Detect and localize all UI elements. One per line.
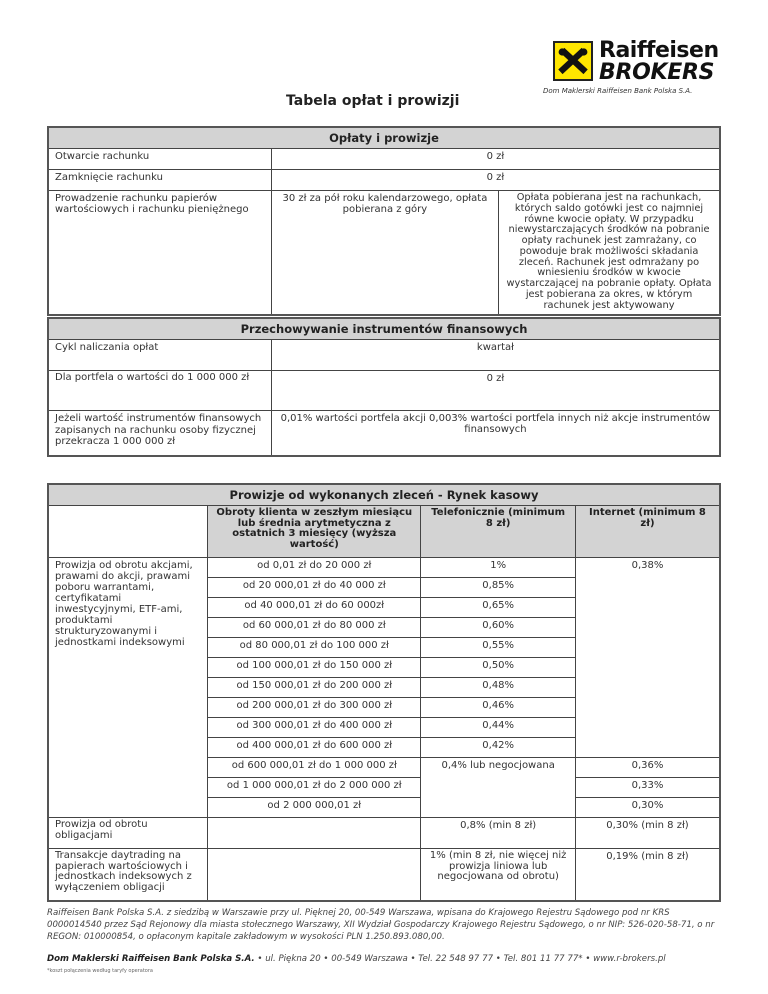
tier-internet: 0,33%	[575, 778, 720, 798]
daytrading-phone: 1% (min 8 zł, nie więcej niż prowizja liniowa lub negocjowana od obrotu)	[421, 849, 576, 901]
row-label: Cykl naliczania opłat	[48, 340, 271, 371]
tier-range: od 40 000,01 zł do 60 000zł	[208, 598, 421, 618]
internet-low-tiers: 0,38%	[575, 558, 720, 758]
fees-table-header: Opłaty i prowizje	[48, 127, 720, 149]
tier-range: od 300 000,01 zł do 400 000 zł	[208, 718, 421, 738]
bonds-label: Prowizja od obrotu obligacjami	[48, 818, 208, 849]
custody-table	[47, 317, 721, 457]
tier-range: od 20 000,01 zł do 40 000 zł	[208, 578, 421, 598]
row-label: Dla portfela o wartości do 1 000 000 zł	[48, 371, 271, 411]
row-value: 0 zł	[271, 170, 720, 191]
tier-range: od 80 000,01 zł do 100 000 zł	[208, 638, 421, 658]
tier-phone: 0,50%	[421, 658, 576, 678]
daytrading-internet: 0,19% (min 8 zł)	[575, 849, 720, 901]
empty-header-cell	[48, 506, 208, 558]
tier-range: od 600 000,01 zł do 1 000 000 zł	[208, 758, 421, 778]
raiffeisen-brokers-logo	[543, 38, 728, 101]
row-label: Otwarcie rachunku	[48, 149, 271, 170]
row-value: 0,01% wartości portfela akcji 0,003% wartości portfela innych niż akcje instrumentów finansowych	[271, 411, 720, 456]
logo-brokers: BROKERS	[599, 60, 715, 85]
tier-internet: 0,30%	[575, 798, 720, 818]
tier-range: od 400 000,01 zł do 600 000 zł	[208, 738, 421, 758]
tier-phone: 0,48%	[421, 678, 576, 698]
footer-contact	[47, 954, 747, 964]
phone-high-tiers: 0,4% lub negocjowana	[421, 758, 576, 818]
logo-name: Raiffeisen	[599, 38, 719, 63]
tier-phone: 0,60%	[421, 618, 576, 638]
logo-subtitle: Dom Maklerski Raiffeisen Bank Polska S.A.	[543, 87, 693, 95]
tier-internet: 0,36%	[575, 758, 720, 778]
empty-cell	[208, 818, 421, 849]
row-label: Zamknięcie rachunku	[48, 170, 271, 191]
commission-table-header: Prowizje od wykonanych zleceń - Rynek kasowy	[48, 484, 720, 506]
row-label: Jeżeli wartość instrumentów finansowych zapisanych na rachunku osoby fizycznej przekracza 1 000 000 zł	[48, 411, 271, 456]
footer-note: *koszt połączenia według taryfy operatora	[47, 968, 153, 974]
custody-table-header: Przechowywanie instrumentów finansowych	[48, 318, 720, 340]
tier-range: od 200 000,01 zł do 300 000 zł	[208, 698, 421, 718]
column-phone: Telefonicznie (minimum 8 zł)	[421, 506, 576, 558]
footer-contact-details: • ul. Piękna 20 • 00-549 Warszawa • Tel. 22 548 97 77 • Tel. 801 11 77 77* • www.r-brokers.pl	[254, 954, 666, 964]
footer-legal-text: Raiffeisen Bank Polska S.A. z siedzibą w Warszawie przy ul. Pięknej 20, 00-549 Warszawa, wpisana do Krajowego Rejestru Sądowego pod nr KRS 0000014540 przez Sąd Rejonowy dla miasta stołecznego Warszawy, XII Wydział Gospodarczy Krajowego Rejestru Sądowego, o nr NIP: 526-020-58-71, o nr REGON: 010000854, o opłaconym kapitale zakładowym w wysokości PLN 1.250.893.080,00.	[47, 908, 715, 943]
footer-company: Dom Maklerski Raiffeisen Bank Polska S.A.	[47, 954, 255, 964]
page-title: Tabela opłat i prowizji	[286, 93, 460, 109]
fees-table	[47, 126, 721, 316]
commission-table	[47, 483, 721, 902]
row-note: Opłata pobierana jest na rachunkach, których saldo gotówki jest co najmniej równe kwocie opłaty. W przypadku niewystarczających środków na pobranie opłaty rachunek jest zamrażany, co powoduje brak możliwości składania zleceń. Rachunek jest odmrażany po wniesieniu środków w kwocie wystarczającej na pobranie opłaty. Opłata jest pobierana za okres, w którym rachunek jest aktywowany	[499, 191, 720, 315]
raiffeisen-gable-icon	[553, 41, 593, 81]
tier-range: od 60 000,01 zł do 80 000 zł	[208, 618, 421, 638]
column-turnover: Obroty klienta w zeszłym miesiącu lub średnia arytmetyczna z ostatnich 3 miesięcy (wyższa wartość)	[208, 506, 421, 558]
column-internet: Internet (minimum 8 zł)	[575, 506, 720, 558]
stocks-label: Prowizja od obrotu akcjami, prawami do akcji, prawami poboru warrantami, certyfikatami inwestycyjnymi, ETF-ami, produktami strukturyzowanymi i jednostkami indeksowymi	[48, 558, 208, 818]
tier-range: od 150 000,01 zł do 200 000 zł	[208, 678, 421, 698]
row-value: 30 zł za pół roku kalendarzowego, opłata pobierana z góry	[271, 191, 498, 315]
empty-cell	[208, 849, 421, 901]
row-label: Prowadzenie rachunku papierów wartościowych i rachunku pieniężnego	[48, 191, 271, 315]
tier-range: od 0,01 zł do 20 000 zł	[208, 558, 421, 578]
row-value: 0 zł	[271, 371, 720, 411]
daytrading-label: Transakcje daytrading na papierach wartościowych i jednostkach indeksowych z wyłączeniem obligacji	[48, 849, 208, 901]
tier-phone: 0,85%	[421, 578, 576, 598]
row-value: 0 zł	[271, 149, 720, 170]
tier-phone: 0,46%	[421, 698, 576, 718]
tier-range: od 100 000,01 zł do 150 000 zł	[208, 658, 421, 678]
tier-phone: 0,42%	[421, 738, 576, 758]
tier-range: od 2 000 000,01 zł	[208, 798, 421, 818]
bonds-phone: 0,8% (min 8 zł)	[421, 818, 576, 849]
tier-phone: 0,55%	[421, 638, 576, 658]
tier-range: od 1 000 000,01 zł do 2 000 000 zł	[208, 778, 421, 798]
tier-phone: 0,65%	[421, 598, 576, 618]
tier-phone: 0,44%	[421, 718, 576, 738]
tier-phone: 1%	[421, 558, 576, 578]
bonds-internet: 0,30% (min 8 zł)	[575, 818, 720, 849]
row-value: kwartał	[271, 340, 720, 371]
